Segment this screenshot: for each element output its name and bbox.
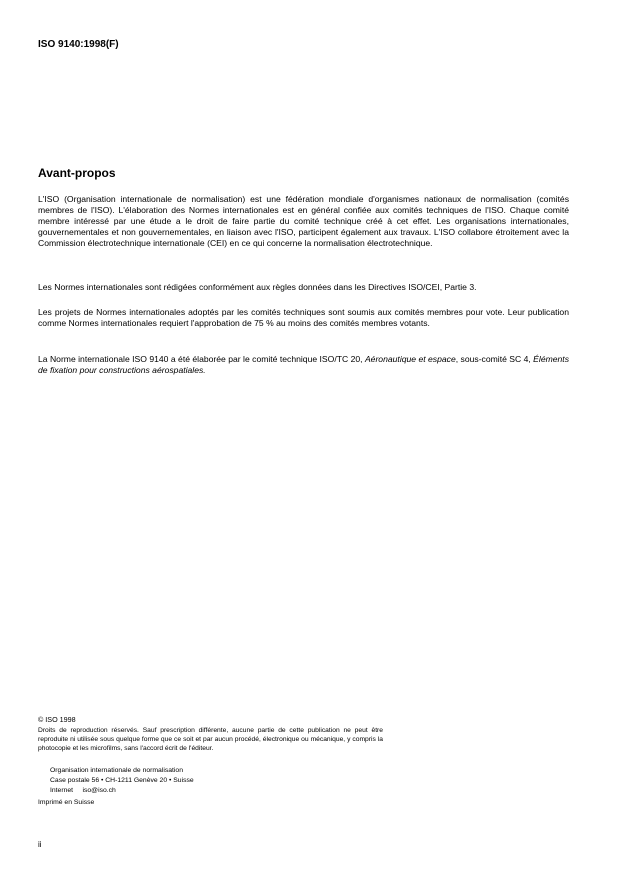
p4-committee-title: Aéronautique et espace xyxy=(364,354,456,364)
address-line-1: Organisation internationale de normalisation xyxy=(50,767,183,774)
p4-subcommittee-title: Éléments de fixation pour constructions aérospatiales. xyxy=(38,354,569,375)
document-code: ISO 9140:1998(F) xyxy=(38,39,119,50)
foreword-paragraph-4 xyxy=(38,354,569,376)
address-line-2: Case postale 56 • CH-1211 Genève 20 • Suisse xyxy=(50,777,194,784)
foreword-paragraph-3: Les projets de Normes internationales adoptés par les comités techniques sont soumis aux comités membres pour vote. Leur publication comme Normes internationales requiert l'approbation de 75 % au moins des comités membres votants. xyxy=(38,307,569,328)
foreword-heading: Avant-propos xyxy=(38,166,116,180)
address-line-3: Internet iso@iso.ch xyxy=(50,787,116,794)
p4-text-1: La Norme internationale ISO 9140 a été élaborée par le comité technique ISO/TC 20, xyxy=(38,354,365,364)
printed-in: Imprimé en Suisse xyxy=(38,799,95,806)
rights-notice: Droits de reproduction réservés. Sauf prescription différente, aucune partie de cette publication ne peut être reproduite ni utilisée sous quelque forme que ce soit et par aucun procédé, électronique ou mécanique, y compris la photocopie et les microfilms, sans l'accord écrit de l'éditeur. xyxy=(38,727,383,752)
copyright-line: © ISO 1998 xyxy=(38,715,76,724)
foreword-paragraph-2: Les Normes internationales sont rédigées conformément aux règles données dans les Directives ISO/CEI, Partie 3. xyxy=(38,282,477,292)
p4-text-2: , sous-comité SC 4, xyxy=(455,354,534,364)
page-number: ii xyxy=(38,840,42,849)
foreword-paragraph-1: L'ISO (Organisation internationale de normalisation) est une fédération mondiale d'organismes nationaux de normalisation (comités membres de l'ISO). L'élaboration des Normes internationales est en général confiée aux comités techniques de l'ISO. Chaque comité membre intéressé par une étude a le droit de faire partie du comité technique créé à cet effet. Les organisations internationales, gouvernementales et non gouvernementales, en liaison avec l'ISO, participent également aux travaux. L'ISO collabore étroitement avec la Commission électrotechnique internationale (CEI) en ce qui concerne la normalisation électrotechnique. xyxy=(38,194,569,248)
